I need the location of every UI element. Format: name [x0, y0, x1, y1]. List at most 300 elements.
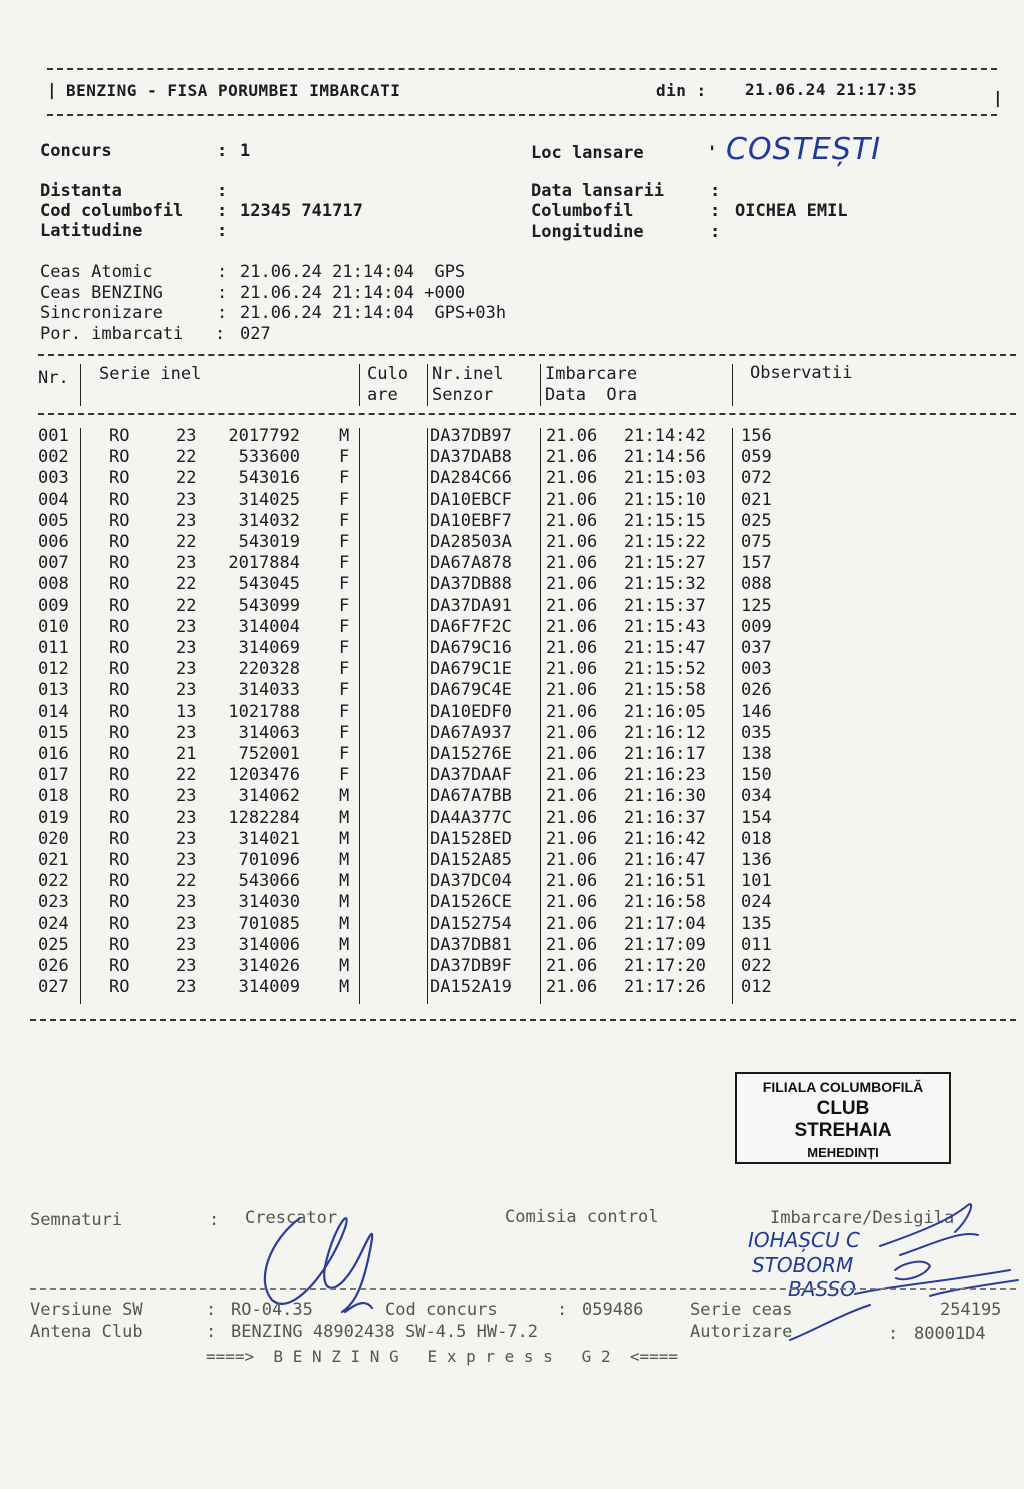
cell-data: 21.06 [546, 447, 598, 468]
ceas-atomic-label: Ceas Atomic [40, 262, 153, 282]
handwritten-name-1: IOHAȘCU C [748, 1228, 860, 1252]
cell-sex: F [339, 701, 350, 722]
cell-an: 23 [176, 850, 197, 870]
cell-senzor: DA4A377C [430, 807, 512, 828]
cell-data: 21.06 [546, 786, 598, 807]
crescator-label: Crescator [245, 1208, 338, 1228]
cell-inel: 314006 [238, 934, 300, 955]
cell-tara: RO [109, 595, 130, 616]
cell-nr: 006 [38, 532, 69, 552]
cell-obs: 138 [741, 744, 772, 764]
cell-tara: RO [109, 616, 130, 637]
cell-ora: 21:15:22 [624, 532, 706, 552]
cell-inel: 543066 [238, 871, 300, 892]
ceas-benzing-value: 21.06.24 21:14:04 +000 [240, 283, 466, 303]
serie-ceas-value: 254195 [940, 1300, 1002, 1320]
versiune-label: Versiune SW [30, 1300, 143, 1320]
cell-data: 21.06 [546, 765, 598, 786]
cell-an: 22 [176, 468, 197, 489]
cell-nr: 008 [38, 574, 69, 595]
handwritten-name-3: BASSO [788, 1277, 856, 1301]
sincronizare-label: Sincronizare [40, 303, 163, 323]
cell-tara: RO [109, 892, 130, 913]
cell-tara: RO [109, 786, 130, 807]
cell-inel: 1282284 [228, 807, 300, 828]
cell-senzor: DA10EDF0 [430, 701, 512, 722]
comisia-label: Comisia control [505, 1207, 659, 1227]
cell-ora: 21:15:32 [624, 574, 706, 595]
cell-inel: 314021 [238, 828, 300, 849]
cell-obs: 018 [741, 828, 772, 849]
cell-senzor: DA67A937 [430, 722, 512, 743]
cell-inel: 543016 [238, 468, 300, 489]
cell-ora: 21:16:12 [624, 722, 706, 743]
longitudine-label: Longitudine [531, 222, 644, 242]
cell-an: 23 [176, 680, 197, 701]
autorizare-label: Autorizare [690, 1322, 793, 1342]
cell-tara: RO [109, 489, 130, 510]
loc-lansare-handwritten: COSTEȘTI [726, 132, 882, 167]
cell-sex: F [339, 468, 350, 489]
cell-sex: F [339, 447, 350, 468]
cell-tara: RO [109, 977, 130, 998]
stamp-line-2: CLUB [816, 1098, 870, 1119]
cell-obs: 025 [741, 510, 772, 531]
cell-tara: RO [109, 850, 130, 870]
columbofil-value: OICHEA EMIL [735, 201, 848, 221]
col-header-nrinel-1: Nr.inel [432, 364, 504, 384]
serie-ceas-label: Serie ceas [690, 1300, 793, 1320]
cell-nr: 027 [38, 977, 69, 998]
cell-obs: 154 [741, 807, 772, 828]
cell-data: 21.06 [546, 616, 598, 637]
cell-sex: M [339, 892, 350, 913]
cell-inel: 314025 [238, 489, 300, 510]
cell-ora: 21:17:09 [624, 934, 706, 955]
cell-inel: 314009 [238, 977, 300, 998]
cell-senzor: DA152A85 [430, 850, 512, 870]
cell-ora: 21:15:27 [624, 553, 706, 574]
cell-obs: 035 [741, 722, 772, 743]
cell-nr: 016 [38, 744, 69, 764]
cell-nr: 003 [38, 468, 69, 489]
cell-ora: 21:15:37 [624, 595, 706, 616]
concurs-value: 1 [240, 141, 251, 161]
cell-inel: 314063 [238, 722, 300, 743]
cell-obs: 012 [741, 977, 772, 998]
cell-sex: F [339, 680, 350, 701]
cell-inel: 220328 [238, 659, 300, 680]
cell-tara: RO [109, 701, 130, 722]
cell-senzor: DA37DB97 [430, 426, 512, 446]
cell-obs: 024 [741, 892, 772, 913]
col-header-imbarcare-1: Imbarcare [545, 364, 638, 384]
cell-ora: 21:14:56 [624, 447, 706, 468]
cell-ora: 21:16:23 [624, 765, 706, 786]
cell-inel: 701085 [238, 913, 300, 934]
cell-an: 22 [176, 595, 197, 616]
cell-tara: RO [109, 956, 130, 976]
cell-sex: F [339, 744, 350, 764]
cell-obs: 136 [741, 850, 772, 870]
cell-nr: 005 [38, 510, 69, 531]
cell-ora: 21:15:10 [624, 489, 706, 510]
cell-data: 21.06 [546, 574, 598, 595]
cell-sex: F [339, 638, 350, 658]
cell-inel: 1203476 [228, 765, 300, 786]
cell-senzor: DA67A7BB [430, 786, 512, 807]
cell-inel: 314033 [238, 680, 300, 701]
cell-data: 21.06 [546, 977, 598, 998]
cell-data: 21.06 [546, 468, 598, 489]
cell-obs: 003 [741, 659, 772, 680]
cell-inel: 2017884 [228, 553, 300, 574]
col-header-nrinel-2: Senzor [432, 385, 494, 405]
cell-senzor: DA37DC04 [430, 871, 512, 892]
cell-nr: 009 [38, 595, 69, 616]
cell-inel: 314004 [238, 616, 300, 637]
cell-nr: 021 [38, 850, 69, 870]
cell-senzor: DA37DB9F [430, 956, 512, 976]
cell-tara: RO [109, 934, 130, 955]
cell-an: 23 [176, 722, 197, 743]
cell-senzor: DA10EBCF [430, 489, 512, 510]
cell-data: 21.06 [546, 510, 598, 531]
concurs-label: Concurs [40, 141, 112, 161]
signature-rule [30, 1288, 1016, 1290]
cell-sex: F [339, 765, 350, 786]
cell-nr: 007 [38, 553, 69, 574]
cell-senzor: DA679C1E [430, 659, 512, 680]
cell-nr: 002 [38, 447, 69, 468]
cell-an: 23 [176, 616, 197, 637]
cell-an: 23 [176, 828, 197, 849]
cell-inel: 543099 [238, 595, 300, 616]
cell-an: 22 [176, 574, 197, 595]
cell-an: 13 [176, 701, 197, 722]
cell-tara: RO [109, 913, 130, 934]
header-title: BENZING - FISA PORUMBEI IMBARCATI [66, 81, 401, 100]
cell-nr: 025 [38, 934, 69, 955]
cell-data: 21.06 [546, 659, 598, 680]
col-header-culoare-2: are [367, 385, 398, 405]
cell-an: 23 [176, 934, 197, 955]
cell-an: 23 [176, 638, 197, 658]
handwritten-name-2: STOBORM [752, 1253, 854, 1277]
cell-obs: 075 [741, 532, 772, 552]
cell-obs: 146 [741, 701, 772, 722]
cell-an: 22 [176, 532, 197, 552]
antena-value: BENZING 48902438 SW-4.5 HW-7.2 [231, 1322, 539, 1342]
cell-nr: 015 [38, 722, 69, 743]
cell-tara: RO [109, 510, 130, 531]
cell-obs: 125 [741, 595, 772, 616]
cell-obs: 156 [741, 426, 772, 446]
cell-obs: 135 [741, 913, 772, 934]
cell-senzor: DA67A878 [430, 553, 512, 574]
cell-nr: 020 [38, 828, 69, 849]
cell-an: 23 [176, 956, 197, 976]
cell-nr: 004 [38, 489, 69, 510]
cell-inel: 543019 [238, 532, 300, 552]
cell-senzor: DA679C4E [430, 680, 512, 701]
cell-tara: RO [109, 807, 130, 828]
col-header-serie: Serie inel [99, 364, 202, 384]
cell-nr: 022 [38, 871, 69, 892]
cell-senzor: DA10EBF7 [430, 510, 512, 531]
cell-senzor: DA152754 [430, 913, 512, 934]
cell-an: 23 [176, 489, 197, 510]
cell-obs: 101 [741, 871, 772, 892]
cell-nr: 014 [38, 701, 69, 722]
ceas-benzing-label: Ceas BENZING [40, 283, 163, 303]
cell-data: 21.06 [546, 553, 598, 574]
cell-obs: 011 [741, 934, 772, 955]
stamp-line-3: STREHAIA [794, 1120, 892, 1141]
cell-sex: F [339, 489, 350, 510]
cell-nr: 024 [38, 913, 69, 934]
latitudine-label: Latitudine [40, 221, 143, 241]
cell-senzor: DA37DB88 [430, 574, 512, 595]
cell-inel: 701096 [238, 850, 300, 870]
cell-data: 21.06 [546, 701, 598, 722]
cell-sex: M [339, 786, 350, 807]
cell-tara: RO [109, 447, 130, 468]
cell-inel: 2017792 [228, 426, 300, 446]
cell-an: 23 [176, 977, 197, 998]
header-din-label: din : [656, 81, 707, 100]
cell-tara: RO [109, 659, 130, 680]
cell-sex: M [339, 807, 350, 828]
cell-an: 23 [176, 913, 197, 934]
cell-an: 23 [176, 659, 197, 680]
cell-ora: 21:16:58 [624, 892, 706, 913]
cell-obs: 022 [741, 956, 772, 976]
cell-sex: F [339, 616, 350, 637]
cell-an: 23 [176, 510, 197, 531]
cell-an: 23 [176, 786, 197, 807]
cell-data: 21.06 [546, 426, 598, 446]
cell-senzor: DA6F7F2C [430, 616, 512, 637]
cell-tara: RO [109, 426, 130, 446]
cell-an: 23 [176, 892, 197, 913]
cell-inel: 1021788 [228, 701, 300, 722]
cell-an: 23 [176, 553, 197, 574]
cell-ora: 21:17:04 [624, 913, 706, 934]
cell-obs: 034 [741, 786, 772, 807]
cell-sex: F [339, 659, 350, 680]
antena-label: Antena Club [30, 1322, 143, 1342]
cell-tara: RO [109, 722, 130, 743]
cell-tara: RO [109, 638, 130, 658]
cell-ora: 21:15:58 [624, 680, 706, 701]
cell-nr: 017 [38, 765, 69, 786]
header-datetime: 21.06.24 21:17:35 [745, 80, 918, 99]
cell-ora: 21:15:15 [624, 510, 706, 531]
cell-sex: F [339, 510, 350, 531]
cell-sex: F [339, 574, 350, 595]
cell-data: 21.06 [546, 807, 598, 828]
cell-obs: 009 [741, 616, 772, 637]
cell-an: 22 [176, 871, 197, 892]
cell-obs: 150 [741, 765, 772, 786]
cell-ora: 21:17:26 [624, 977, 706, 998]
cell-inel: 314062 [238, 786, 300, 807]
cell-inel: 314032 [238, 510, 300, 531]
cell-inel: 543045 [238, 574, 300, 595]
cod-concurs-label: Cod concurs [385, 1300, 498, 1320]
cell-sex: M [339, 913, 350, 934]
cell-data: 21.06 [546, 680, 598, 701]
cell-obs: 072 [741, 468, 772, 489]
cell-an: 23 [176, 807, 197, 828]
benzing-brand-line: ====> B E N Z I N G E x p r e s s G 2 <==== [206, 1347, 679, 1366]
document-sheet: | BENZING - FISA PORUMBEI IMBARCATI din : 21.06.24 21:17:35 | Concurs : 1 Loc lansare ' COSTEȘTI Distanta : Data lansarii : Cod columbofil : 12345 741717 Columbofil : OICHEA EMIL Latitudine : Longitudine : Ceas Atomic : 21.06.24 21:14:04 GPS Ceas BENZING : 21.06.24 21:14:04 +000 Sincronizare : 21.06.24 21:14:04 GPS+03h Por. imbarcati : 027 Nr. Serie inel Culo are Nr.inel Senzor Imbarcare Data Ora Observatii 001 RO 23 2017792 M DA37DB97 21.06 21:14:42 156 002 RO 22 533600 F DA37DAB8 21.06 21:14:56 059 003 RO 22 543016 F DA284C66 21.06 21:15:03 072 004 RO 23 314025 F DA10EBCF 21.06 21:15:10 021 005 RO 23 314032 F DA10EBF7 21.06 21:15:15 025 006 RO 22 543019 F DA28503A 21.06 21:15:22 075 007 RO 23 2017884 F DA67A878 21.06 21:15:27 157 008 RO 22 543045 F DA37DB88 21.06 21:15:32 088 009 RO 22 543099 F DA37DA91 21.06 21:15:37 125 010 RO 23 314004 F DA6F7F2C 21.06 21:15:43 009 011 RO 23 314069 F DA679C16 21.06 21:15:47 037 012 RO 23 220328 F DA679C1E 21.06 21:15:52 003 013 RO 23 314033 F DA679C4E 21.06 21:15:58 026 014 RO 13 1021788 F DA10EDF0 21.06 21:16:05 146 015 RO 23 314063 F DA67A937 21.06 21:16:12 035 016 RO 21 752001 F DA15276E 21.06 21:16:17 138 017 RO 22 1203476 F DA37DAAF 21.06 21:16:23 150 018 RO 23 314062 M DA67A7BB 21.06 21:16:30 034 019 RO 23 1282284 M DA4A377C 21.06 21:16:37 154 020 RO 23 314021 M DA1528ED 21.06 21:16:42 018 021 RO 23 701096 M DA152A85 21.06 21:16:47 136 022 RO 22 543066 M DA37DC04 21.06 21:16:51 101 023 RO 23 314030 M DA1526CE 21.06 21:16:58 024 024 RO 23 701085 M DA152754 21.06 21:17:04 135 025 RO 23 314006 M DA37DB81 21.06 21:17:09 011 026 RO 23 314026 M DA37DB9F 21.06 21:17:20 022 027 RO 23 314009 M DA152A19 21.06 21:17:26 012 FILIALA COLUMBOFILĂ CLUB STREHAIA MEHEDINȚI Semnaturi : Crescator Comisia control Imbarcare/Desigila IOHAȘCU C STOBORM BASSO Versiune SW : RO-04.35 Cod concurs : 059486 Serie ceas 254195 Antena Club : BENZING 48902438 SW-4.5 HW-7.2 Autorizare : 80001D4 ====> B E N Z I N G E x p r e s s G 2 <==== [0, 0, 1024, 1489]
autorizare-value: 80001D4 [914, 1324, 986, 1344]
cell-data: 21.06 [546, 595, 598, 616]
cell-an: 22 [176, 765, 197, 786]
cell-data: 21.06 [546, 850, 598, 870]
header-right-bar: | [993, 88, 1004, 107]
cell-obs: 088 [741, 574, 772, 595]
cell-ora: 21:16:51 [624, 871, 706, 892]
cell-sex: M [339, 956, 350, 976]
cell-senzor: DA28503A [430, 532, 512, 552]
ceas-atomic-value: 21.06.24 21:14:04 GPS [240, 262, 466, 282]
sincronizare-value: 21.06.24 21:14:04 GPS+03h [240, 303, 507, 323]
cell-ora: 21:14:42 [624, 426, 706, 446]
cell-nr: 023 [38, 892, 69, 913]
cell-data: 21.06 [546, 934, 598, 955]
cell-sex: M [339, 977, 350, 998]
crescator-signature-icon [265, 1218, 372, 1312]
cell-ora: 21:16:37 [624, 807, 706, 828]
cell-data: 21.06 [546, 871, 598, 892]
cell-an: 23 [176, 426, 197, 446]
cell-senzor: DA37DA91 [430, 595, 512, 616]
cell-obs: 026 [741, 680, 772, 701]
columbofil-label: Columbofil [531, 201, 634, 221]
cell-tara: RO [109, 574, 130, 595]
cell-senzor: DA15276E [430, 744, 512, 764]
cell-sex: F [339, 532, 350, 552]
cod-columbofil-label: Cod columbofil [40, 201, 184, 221]
por-imbarcati-label: Por. imbarcati [40, 324, 184, 344]
cell-sex: F [339, 595, 350, 616]
cell-inel: 314030 [238, 892, 300, 913]
cell-data: 21.06 [546, 532, 598, 552]
imbarcare-label: Imbarcare/Desigila [770, 1208, 955, 1228]
cell-sex: M [339, 828, 350, 849]
cell-senzor: DA37DAAF [430, 765, 512, 786]
cell-senzor: DA1526CE [430, 892, 512, 913]
col-header-nr: Nr. [38, 368, 69, 388]
cell-an: 21 [176, 744, 197, 764]
cell-tara: RO [109, 828, 130, 849]
por-imbarcati-value: 027 [240, 324, 271, 344]
cell-nr: 026 [38, 956, 69, 976]
cell-sex: F [339, 553, 350, 574]
cell-data: 21.06 [546, 913, 598, 934]
stamp-line-4: MEHEDINȚI [807, 1145, 879, 1160]
cell-ora: 21:16:47 [624, 850, 706, 870]
cell-senzor: DA679C16 [430, 638, 512, 658]
cod-columbofil-value: 12345 741717 [240, 201, 363, 221]
cell-inel: 533600 [238, 447, 300, 468]
cell-senzor: DA1528ED [430, 828, 512, 849]
cell-obs: 021 [741, 489, 772, 510]
cell-ora: 21:15:52 [624, 659, 706, 680]
cell-tara: RO [109, 680, 130, 701]
header-left-bar: | [47, 80, 58, 99]
cell-data: 21.06 [546, 489, 598, 510]
cell-an: 22 [176, 447, 197, 468]
cell-nr: 019 [38, 807, 69, 828]
data-lansarii-label: Data lansarii [531, 181, 665, 201]
cell-nr: 010 [38, 616, 69, 637]
cell-senzor: DA37DB81 [430, 934, 512, 955]
cell-tara: RO [109, 765, 130, 786]
cell-nr: 013 [38, 680, 69, 701]
col-header-imbarcare-2: Data Ora [545, 385, 638, 405]
cell-sex: M [339, 934, 350, 955]
cell-data: 21.06 [546, 892, 598, 913]
cell-sex: F [339, 722, 350, 743]
cell-obs: 157 [741, 553, 772, 574]
cell-tara: RO [109, 744, 130, 764]
cell-tara: RO [109, 468, 130, 489]
loc-lansare-label: Loc lansare [531, 143, 644, 163]
cell-data: 21.06 [546, 722, 598, 743]
cell-sex: M [339, 426, 350, 446]
cell-obs: 059 [741, 447, 772, 468]
cell-nr: 018 [38, 786, 69, 807]
distanta-label: Distanta [40, 181, 122, 201]
cell-ora: 21:17:20 [624, 956, 706, 976]
cell-data: 21.06 [546, 828, 598, 849]
cell-inel: 314069 [238, 638, 300, 658]
cell-senzor: DA284C66 [430, 468, 512, 489]
stamp-line-1: FILIALA COLUMBOFILĂ [762, 1079, 924, 1095]
cell-ora: 21:15:47 [624, 638, 706, 658]
cell-nr: 001 [38, 426, 69, 446]
cell-ora: 21:16:30 [624, 786, 706, 807]
cell-tara: RO [109, 532, 130, 552]
semnaturi-label: Semnaturi [30, 1210, 123, 1230]
col-header-culoare-1: Culo [367, 364, 408, 384]
cell-data: 21.06 [546, 956, 598, 976]
cell-inel: 752001 [238, 744, 300, 764]
cell-sex: M [339, 871, 350, 892]
cell-inel: 314026 [238, 956, 300, 976]
cell-ora: 21:15:43 [624, 616, 706, 637]
cell-tara: RO [109, 871, 130, 892]
cell-ora: 21:15:03 [624, 468, 706, 489]
cell-data: 21.06 [546, 638, 598, 658]
col-header-observatii: Observatii [750, 363, 853, 383]
cell-ora: 21:16:42 [624, 828, 706, 849]
cell-ora: 21:16:17 [624, 744, 706, 764]
cell-nr: 012 [38, 659, 69, 680]
versiune-value: RO-04.35 [231, 1300, 313, 1320]
cell-data: 21.06 [546, 744, 598, 764]
cod-concurs-value: 059486 [582, 1300, 644, 1320]
cell-ora: 21:16:05 [624, 701, 706, 722]
cell-obs: 037 [741, 638, 772, 658]
cell-nr: 011 [38, 638, 69, 658]
cell-tara: RO [109, 553, 130, 574]
cell-senzor: DA152A19 [430, 977, 512, 998]
